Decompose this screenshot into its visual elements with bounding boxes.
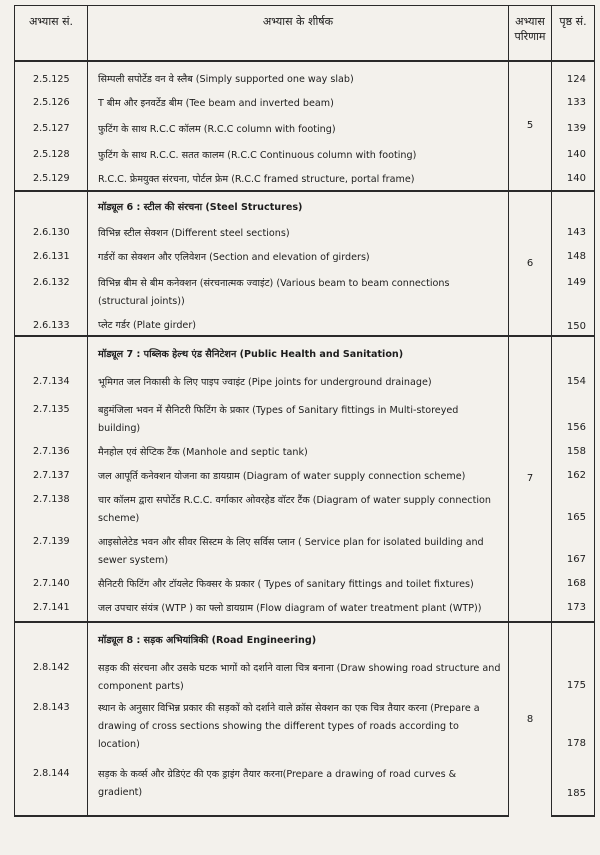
exercise-title: भूमिगत जल निकासी के लिए पाइप ज्वाइंट (Pipe joints for underground drainage) — [88, 366, 509, 398]
header-exercise-no: अभ्यास सं. — [15, 6, 88, 61]
page-number: 158 — [552, 440, 595, 464]
contents-body — [15, 61, 595, 816]
exercise-number: 2.7.134 — [15, 366, 88, 398]
module-spacer — [15, 191, 88, 219]
page-number: 133 — [552, 91, 595, 117]
module-heading: मॉड्यूल 7 : पब्लिक हेल्थ एंड सैनिटेशन (Public Health and Sanitation) — [88, 336, 509, 366]
exercise-number: 2.5.126 — [15, 91, 88, 117]
header-page-no: पृष्ठ सं. — [552, 6, 595, 61]
page-number: 148 — [552, 245, 595, 271]
header-exercise-title: अभ्यास के शीर्षक — [88, 6, 509, 61]
exercise-title: सड़क के कर्व्स और ग्रेडिएंट की एक ड्राइंग तैयार करना(Prepare a drawing of road curves & gradient) — [88, 760, 509, 816]
exercise-number: 2.8.144 — [15, 760, 88, 816]
exercise-title: जल आपूर्ति कनेक्शन योजना का डायग्राम (Diagram of water supply connection scheme) — [88, 464, 509, 488]
exercise-number: 2.7.136 — [15, 440, 88, 464]
outcome-cell: 7 — [509, 336, 552, 622]
exercise-title: सैनिटरी फिटिंग और टॉयलेट फिक्सर के प्रकार ( Types of sanitary fittings and toilet fixtures) — [88, 572, 509, 596]
exercise-number: 2.7.137 — [15, 464, 88, 488]
exercise-number: 2.5.125 — [15, 61, 88, 91]
exercise-number: 2.7.140 — [15, 572, 88, 596]
page-number: 124 — [552, 61, 595, 91]
exercise-number: 2.6.133 — [15, 312, 88, 336]
page-number: 139 — [552, 117, 595, 143]
page-number: 149 — [552, 271, 595, 312]
exercise-number: 2.7.139 — [15, 530, 88, 572]
page-number: 185 — [552, 760, 595, 816]
page-number: 140 — [552, 167, 595, 191]
exercise-title: प्लेट गर्डर (Plate girder) — [88, 312, 509, 336]
page-number: 173 — [552, 596, 595, 622]
page-number: 178 — [552, 696, 595, 760]
exercise-number: 2.8.143 — [15, 696, 88, 760]
exercise-number: 2.6.130 — [15, 219, 88, 245]
exercise-number: 2.5.127 — [15, 117, 88, 143]
header-outcome: अभ्यास परिणाम — [509, 6, 552, 61]
page-number: 154 — [552, 366, 595, 398]
outcome-cell: 5 — [509, 61, 552, 191]
exercise-title: R.C.C. फ्रेमयुक्त संरचना, पोर्टल फ्रेम (R.C.C framed structure, portal frame) — [88, 167, 509, 191]
exercise-title: फुटिंग के साथ R.C.C. सतत कालम (R.C.C Continuous column with footing) — [88, 143, 509, 167]
exercise-title: मैनहोल एवं सेप्टिक टैंक (Manhole and septic tank) — [88, 440, 509, 464]
exercise-number: 2.6.132 — [15, 271, 88, 312]
page-number: 175 — [552, 652, 595, 696]
exercise-title: विभिन्न बीम से बीम कनेक्शन (संरचनात्मक ज्वाइंट) (Various beam to beam connections (structural joints)) — [88, 271, 509, 312]
exercise-title: सिम्पली सपोर्टेड वन वे स्लैब (Simply supported one way slab) — [88, 61, 509, 91]
exercise-title: फुटिंग के साथ R.C.C कॉलम (R.C.C column with footing) — [88, 117, 509, 143]
exercise-number: 2.7.135 — [15, 398, 88, 440]
module-spacer — [15, 336, 88, 366]
outcome-cell: 6 — [509, 191, 552, 336]
exercise-number: 2.6.131 — [15, 245, 88, 271]
page-number: 156 — [552, 398, 595, 440]
module-page-spacer — [552, 622, 595, 652]
module-heading: मॉड्यूल 8 : सड़क अभियांत्रिकी (Road Engineering) — [88, 622, 509, 652]
page-number: 162 — [552, 464, 595, 488]
exercise-title: सड़क की संरचना और उसके घटक भागों को दर्शाने वाला चित्र बनाना (Draw showing road structure and component parts) — [88, 652, 509, 696]
page-number: 165 — [552, 488, 595, 530]
contents-table — [14, 5, 595, 817]
module-heading: मॉड्यूल 6 : स्टील की संरचना (Steel Structures) — [88, 191, 509, 219]
outcome-cell: 8 — [509, 622, 552, 816]
exercise-number: 2.5.129 — [15, 167, 88, 191]
exercise-title: गर्डरों का सेक्शन और एलिवेशन (Section and elevation of girders) — [88, 245, 509, 271]
exercise-title: विभिन्न स्टील सेक्शन (Different steel sections) — [88, 219, 509, 245]
exercise-title: बहुमंजिला भवन में सैनिटरी फिटिंग के प्रकार (Types of Sanitary fittings in Multi-storeyed building) — [88, 398, 509, 440]
page-number: 150 — [552, 312, 595, 336]
page-number: 168 — [552, 572, 595, 596]
page-number: 143 — [552, 219, 595, 245]
exercise-number: 2.7.138 — [15, 488, 88, 530]
module-spacer — [15, 622, 88, 652]
page-number: 140 — [552, 143, 595, 167]
exercise-title: T बीम और इनवर्टेड बीम (Tee beam and inverted beam) — [88, 91, 509, 117]
module-page-spacer — [552, 336, 595, 366]
exercise-number: 2.7.141 — [15, 596, 88, 622]
exercise-number: 2.5.128 — [15, 143, 88, 167]
exercise-title: चार कॉलम द्वारा सपोर्टेड R.C.C. वर्गाकार ओवरहेड वॉटर टैंक (Diagram of water supply connection scheme) — [88, 488, 509, 530]
exercise-title: आइसोलेटेड भवन और सीवर सिस्टम के लिए सर्विस प्लान ( Service plan for isolated building and sewer system) — [88, 530, 509, 572]
page-number: 167 — [552, 530, 595, 572]
exercise-title: जल उपचार संयंत्र (WTP ) का फ्लो डायग्राम (Flow diagram of water treatment plant (WTP)) — [88, 596, 509, 622]
module-page-spacer — [552, 191, 595, 219]
exercise-title: स्थान के अनुसार विभिन्न प्रकार की सड़कों को दर्शाने वाले क्रॉस सेक्शन का एक चित्र तैयार करना (Prepare a drawing of cross sections showing the different types of roads according to location) — [88, 696, 509, 760]
exercise-number: 2.8.142 — [15, 652, 88, 696]
